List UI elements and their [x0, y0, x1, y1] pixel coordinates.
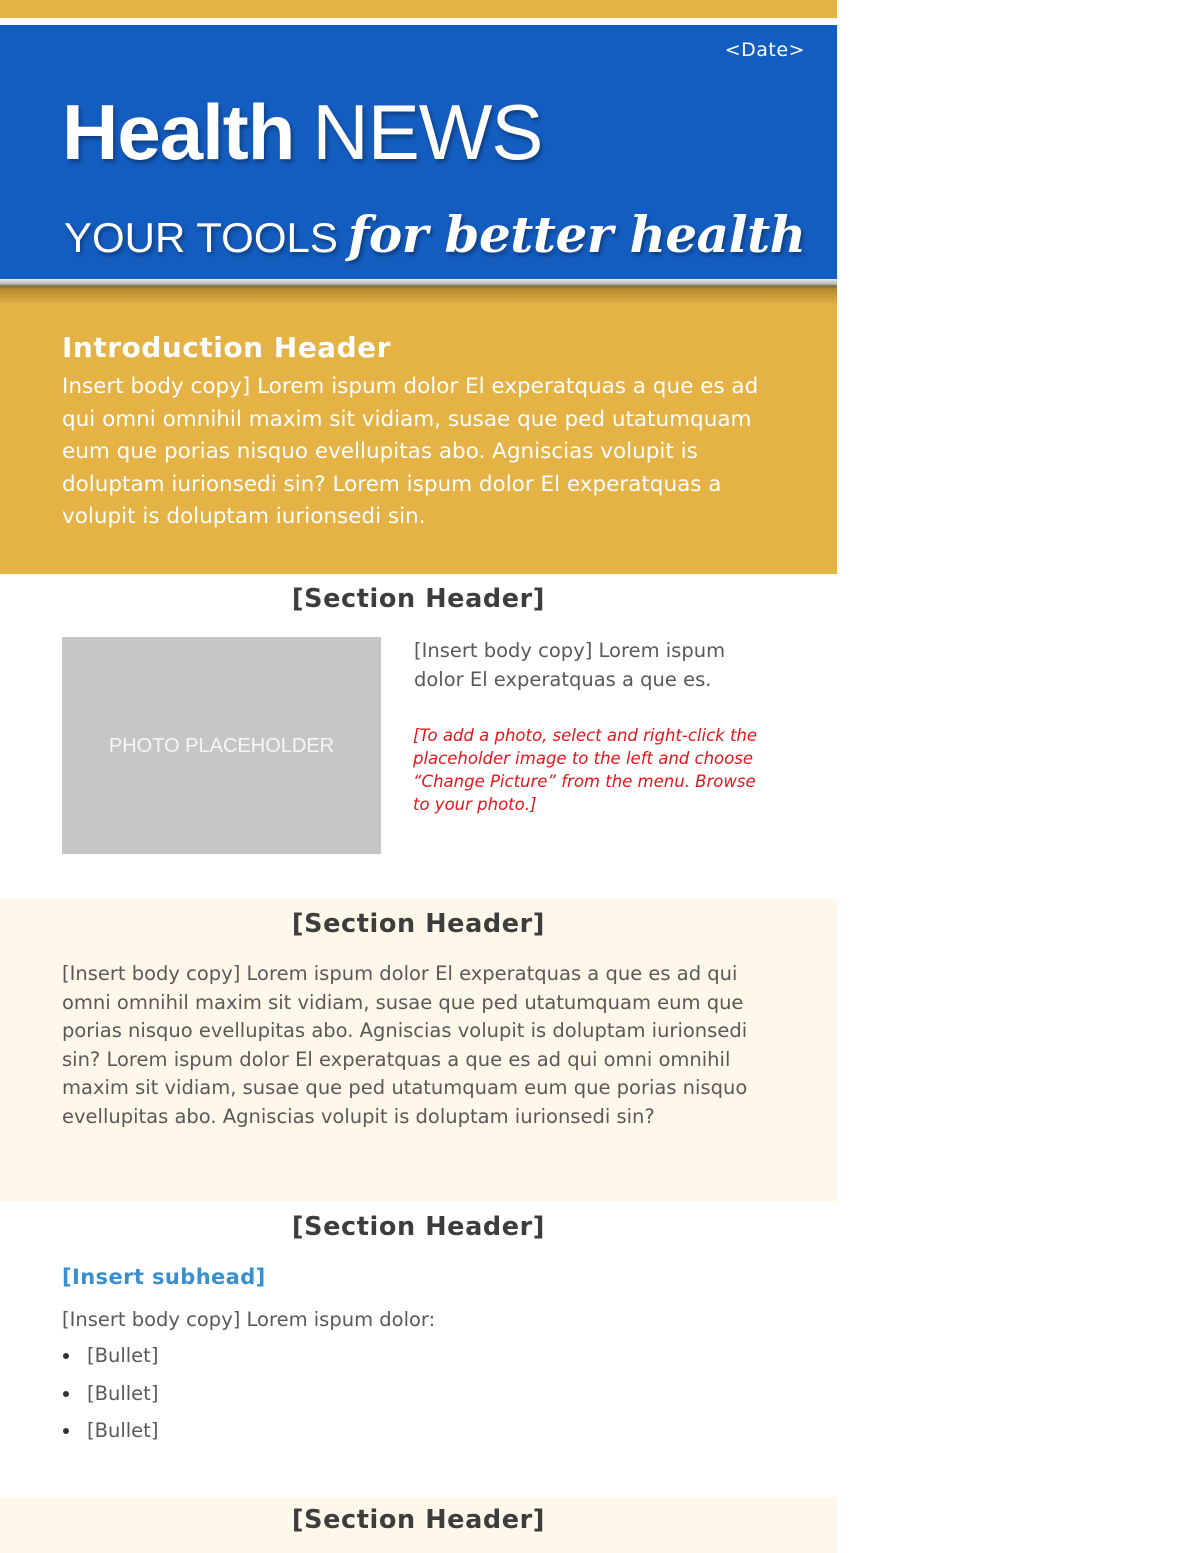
section-text [0, 899, 837, 1202]
section-header[interactable]: [Section Header] [291, 1212, 546, 1242]
banner-divider [0, 279, 837, 303]
section-header[interactable]: [Section Header] [291, 909, 546, 939]
bullet-text: [Bullet] [87, 1344, 159, 1367]
photo-instruction-note: [To add a photo, select and right-click the placeholder image to the left and choose “Change Picture” from the menu. Browse to your photo.] [413, 726, 758, 814]
tagline-script: for better health [347, 205, 806, 264]
section-header[interactable]: [Section Header] [291, 1505, 546, 1535]
bullet-text: [Bullet] [87, 1419, 159, 1442]
section-header[interactable]: [Section Header] [291, 584, 546, 614]
bullet-dot-icon [63, 1428, 69, 1434]
section-final [0, 1497, 837, 1553]
title-news: NEWS [312, 88, 543, 176]
newsletter-tagline [64, 205, 806, 264]
header-banner [0, 25, 837, 279]
photo-placeholder[interactable] [62, 637, 381, 854]
bullet-text: [Bullet] [87, 1381, 159, 1405]
newsletter-title [62, 88, 543, 176]
top-accent-strip [0, 0, 837, 18]
section-bullets [0, 1202, 837, 1497]
title-health: Health [62, 88, 295, 176]
bullet-item[interactable] [62, 1342, 158, 1380]
bullet-item[interactable] [62, 1417, 158, 1455]
date-placeholder[interactable]: <Date> [724, 39, 805, 61]
tagline-caps: YOUR TOOLS [64, 214, 338, 261]
photo-placeholder-label: PHOTO PLACEHOLDER [108, 734, 335, 757]
intro-section [0, 303, 837, 574]
bullet-item[interactable] [62, 1380, 158, 1418]
bullet-dot-icon [63, 1353, 69, 1359]
intro-body[interactable]: Insert body copy] Lorem ispum dolor El experatquas a que es ad qui omni omnihil maxim sit vidiam, susae que ped utatumquam eum que porias nisquo evellupitas abo. Agniscias volupit is doluptam iurionsedi sin? Lorem ispum dolor El experatquas a volupit is doluptam iurionsedi sin. [62, 374, 759, 529]
section-subhead[interactable]: [Insert subhead] [62, 1265, 266, 1289]
section-body[interactable]: [Insert body copy] Lorem ispum dolor: [62, 1308, 436, 1331]
section-photo [0, 574, 837, 899]
section-body[interactable]: [Insert body copy] Lorem ispum dolor El experatquas a que es. [414, 639, 726, 691]
bullet-dot-icon [63, 1391, 69, 1397]
bullet-list [62, 1342, 158, 1455]
section-body[interactable]: [Insert body copy] Lorem ispum dolor El experatquas a que es ad qui omni omnihil maxim sit vidiam, susae que ped utatumquam eum que porias nisquo evellupitas abo. Agniscias volupit is doluptam iurionsedi sin? Lorem ispum dolor El experatquas a que es ad qui omni omnihil maxim sit vidiam, susae que ped utatumquam eum que porias nisquo evellupitas abo. Agniscias volupit is doluptam iurionsedi sin? [62, 962, 748, 1128]
intro-header[interactable]: Introduction Header [62, 331, 391, 364]
